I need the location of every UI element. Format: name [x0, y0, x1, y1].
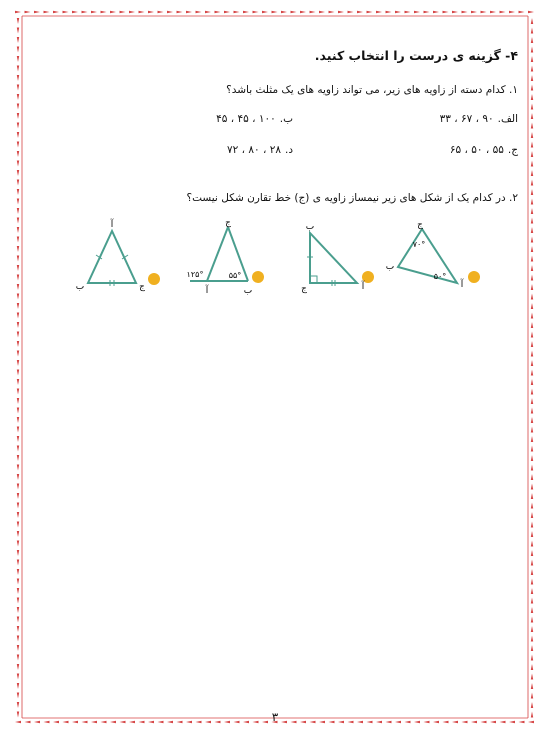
border-mark: [17, 303, 19, 309]
border-mark: [531, 484, 533, 490]
border-mark: [17, 218, 19, 224]
border-mark: [531, 379, 533, 385]
border-mark: [531, 246, 533, 252]
border-mark: [405, 11, 411, 13]
border-mark: [148, 11, 154, 13]
border-mark: [310, 11, 316, 13]
border-mark: [17, 132, 19, 138]
border-mark: [531, 465, 533, 471]
border-mark: [531, 360, 533, 366]
border-mark: [17, 436, 19, 442]
angle-label: ۱۲۵°: [186, 270, 204, 279]
border-mark: [53, 11, 59, 13]
question-2: ۲. در کدام یک از شکل های زیر نیمساز زاویه ی (ج) خط تقارن شکل نیست؟: [186, 192, 518, 204]
border-mark: [531, 617, 533, 623]
border-mark: [17, 569, 19, 575]
border-mark: [531, 693, 533, 699]
border-mark: [17, 227, 19, 233]
border-mark: [395, 11, 401, 13]
border-mark: [17, 607, 19, 613]
option-dal[interactable]: د.۲۸ ، ۸۰ ، ۷۲: [226, 144, 293, 156]
border-mark: [17, 484, 19, 490]
border-mark: [367, 11, 373, 13]
border-mark: [17, 474, 19, 480]
border-mark: [531, 493, 533, 499]
border-mark: [17, 617, 19, 623]
border-mark: [531, 550, 533, 556]
border-mark: [531, 189, 533, 195]
border-mark: [531, 132, 533, 138]
border-mark: [17, 189, 19, 195]
border-mark: [531, 598, 533, 604]
border-mark: [139, 11, 145, 13]
border-mark: [531, 75, 533, 81]
border-mark: [481, 11, 487, 13]
border-mark: [17, 512, 19, 518]
border-mark: [528, 721, 534, 723]
border-mark: [177, 11, 183, 13]
border-mark: [17, 541, 19, 547]
border-mark: [17, 683, 19, 689]
border-mark: [531, 683, 533, 689]
border-mark: [531, 712, 533, 718]
border-mark: [186, 11, 192, 13]
border-mark: [531, 474, 533, 480]
border-mark: [17, 522, 19, 528]
border-mark: [120, 11, 126, 13]
vertex-label: آ: [460, 280, 464, 290]
border-mark: [531, 531, 533, 537]
figure-option-1[interactable]: [386, 220, 480, 290]
border-mark: [424, 11, 430, 13]
border-mark: [531, 522, 533, 528]
border-mark: [531, 664, 533, 670]
border-mark: [17, 389, 19, 395]
border-mark: [531, 389, 533, 395]
border-mark: [17, 664, 19, 670]
border-mark: [531, 94, 533, 100]
border-mark: [205, 11, 211, 13]
border-mark: [452, 11, 458, 13]
border-mark: [531, 455, 533, 461]
sun-icon: [252, 271, 264, 283]
border-mark: [531, 37, 533, 43]
border-mark: [17, 370, 19, 376]
border-mark: [531, 199, 533, 205]
border-mark: [17, 170, 19, 176]
border-mark: [253, 11, 259, 13]
vertex-label: ب: [75, 282, 85, 292]
border-mark: [17, 294, 19, 300]
border-mark: [531, 702, 533, 708]
border-mark: [17, 465, 19, 471]
figure-option-4[interactable]: [76, 218, 160, 292]
border-mark: [531, 275, 533, 281]
border-mark: [531, 579, 533, 585]
border-mark: [531, 417, 533, 423]
vertex-label: ج: [139, 282, 145, 292]
vertex-label: ج: [417, 220, 423, 230]
border-mark: [531, 265, 533, 271]
border-mark: [531, 294, 533, 300]
border-mark: [531, 28, 533, 34]
border-mark: [17, 636, 19, 642]
border-mark: [528, 11, 534, 13]
border-mark: [531, 66, 533, 72]
border-mark: [17, 446, 19, 452]
border-mark: [443, 11, 449, 13]
border-mark: [17, 284, 19, 290]
border-mark: [17, 588, 19, 594]
border-mark: [531, 123, 533, 129]
option-be[interactable]: ب.۱۰۰ ، ۴۵ ، ۴۵: [216, 113, 293, 125]
border-mark: [490, 11, 496, 13]
border-mark: [519, 11, 525, 13]
border-mark: [17, 18, 19, 24]
border-mark: [531, 256, 533, 262]
border-mark: [531, 398, 533, 404]
border-mark: [462, 11, 468, 13]
border-mark: [17, 246, 19, 252]
border-mark: [17, 85, 19, 91]
border-mark: [82, 11, 88, 13]
border-mark: [17, 417, 19, 423]
border-mark: [243, 11, 249, 13]
border-mark: [272, 11, 278, 13]
border-mark: [17, 275, 19, 281]
sun-icon: [148, 273, 160, 285]
border-mark: [357, 11, 363, 13]
border-mark: [531, 351, 533, 357]
border-mark: [531, 569, 533, 575]
vertex-label: ب: [305, 222, 315, 232]
border-mark: [17, 341, 19, 347]
border-mark: [531, 303, 533, 309]
border-mark: [300, 11, 306, 13]
border-mark: [531, 284, 533, 290]
border-mark: [531, 427, 533, 433]
border-mark: [17, 503, 19, 509]
border-mark: [531, 208, 533, 214]
vertex-label: آ: [361, 282, 365, 292]
section-heading: ۴- گزینه ی درست را انتخاب کنید.: [314, 48, 518, 63]
triangle-shape: [88, 231, 136, 283]
border-mark: [531, 408, 533, 414]
border-mark: [17, 655, 19, 661]
border-mark: [319, 11, 325, 13]
border-mark: [17, 332, 19, 338]
border-mark: [531, 170, 533, 176]
border-mark: [15, 11, 21, 13]
border-mark: [531, 503, 533, 509]
option-jim[interactable]: ج.۵۵ ، ۵۰ ، ۶۵: [449, 144, 518, 156]
border-mark: [215, 11, 221, 13]
border-mark: [531, 446, 533, 452]
border-mark: [531, 636, 533, 642]
border-mark: [196, 11, 202, 13]
border-mark: [101, 11, 107, 13]
border-mark: [17, 113, 19, 119]
figure-option-3[interactable]: [187, 218, 264, 296]
border-mark: [17, 645, 19, 651]
border-mark: [531, 560, 533, 566]
border-mark: [44, 11, 50, 13]
border-mark: [531, 237, 533, 243]
border-mark: [17, 351, 19, 357]
border-mark: [531, 313, 533, 319]
border-mark: [91, 11, 97, 13]
angle-label: ۷۰°: [412, 240, 426, 249]
border-mark: [17, 598, 19, 604]
border-mark: [281, 11, 287, 13]
border-mark: [500, 11, 506, 13]
border-mark: [531, 322, 533, 328]
border-mark: [17, 322, 19, 328]
border-mark: [348, 11, 354, 13]
border-mark: [25, 11, 31, 13]
border-mark: [531, 161, 533, 167]
border-mark: [17, 626, 19, 632]
border-mark: [531, 541, 533, 547]
border-mark: [386, 11, 392, 13]
page-number: ۳: [271, 710, 279, 724]
border-mark: [531, 645, 533, 651]
border-mark: [531, 370, 533, 376]
border-mark: [17, 237, 19, 243]
border-mark: [531, 436, 533, 442]
border-mark: [17, 123, 19, 129]
border-mark: [531, 332, 533, 338]
border-mark: [17, 56, 19, 62]
border-mark: [17, 531, 19, 537]
border-mark: [17, 313, 19, 319]
border-mark: [531, 512, 533, 518]
border-mark: [167, 11, 173, 13]
border-mark: [531, 674, 533, 680]
border-mark: [129, 11, 135, 13]
vertex-label: ب: [385, 262, 395, 272]
border-mark: [414, 11, 420, 13]
vertex-label: آ: [205, 286, 209, 296]
vertex-label: ج: [225, 218, 231, 228]
border-mark: [234, 11, 240, 13]
border-mark: [17, 360, 19, 366]
option-alef[interactable]: الف.۹۰ ، ۶۷ ، ۳۳: [439, 113, 518, 125]
border-mark: [17, 28, 19, 34]
border-mark: [17, 265, 19, 271]
border-mark: [17, 75, 19, 81]
border-mark: [531, 47, 533, 53]
border-mark: [17, 208, 19, 214]
border-mark: [17, 702, 19, 708]
border-mark: [17, 427, 19, 433]
border-mark: [17, 180, 19, 186]
border-mark: [17, 712, 19, 718]
border-mark: [531, 341, 533, 347]
border-mark: [17, 151, 19, 157]
border-mark: [531, 151, 533, 157]
triangle-figures: [62, 217, 502, 317]
border-mark: [17, 256, 19, 262]
border-mark: [17, 398, 19, 404]
border-mark: [17, 560, 19, 566]
border-mark: [531, 588, 533, 594]
figure-option-2[interactable]: [301, 222, 374, 294]
border-mark: [15, 721, 21, 723]
border-mark: [531, 113, 533, 119]
border-mark: [531, 56, 533, 62]
border-mark: [376, 11, 382, 13]
border-mark: [531, 626, 533, 632]
border-mark: [158, 11, 164, 13]
border-mark: [17, 693, 19, 699]
border-mark: [110, 11, 116, 13]
border-mark: [17, 37, 19, 43]
border-mark: [224, 11, 230, 13]
vertex-label: ج: [301, 284, 307, 294]
angle-label: ۵۰°: [433, 272, 447, 281]
border-mark: [531, 655, 533, 661]
border-mark: [17, 493, 19, 499]
border-mark: [329, 11, 335, 13]
border-mark: [531, 227, 533, 233]
border-mark: [262, 11, 268, 13]
border-mark: [17, 408, 19, 414]
sun-icon: [468, 271, 480, 283]
border-mark: [17, 379, 19, 385]
border-mark: [17, 674, 19, 680]
border-mark: [17, 455, 19, 461]
border-mark: [72, 11, 78, 13]
border-mark: [17, 161, 19, 167]
border-mark: [34, 11, 40, 13]
border-mark: [17, 550, 19, 556]
border-mark: [338, 11, 344, 13]
border-mark: [63, 11, 69, 13]
border-mark: [17, 94, 19, 100]
border-mark: [471, 11, 477, 13]
border-mark: [17, 142, 19, 148]
border-mark: [17, 579, 19, 585]
border-mark: [433, 11, 439, 13]
border-mark: [531, 85, 533, 91]
triangle-shape: [398, 229, 457, 283]
worksheet-page: [22, 22, 528, 722]
border-mark: [17, 104, 19, 110]
border-mark: [291, 11, 297, 13]
border-mark: [531, 104, 533, 110]
border-mark: [531, 18, 533, 24]
border-mark: [509, 11, 515, 13]
border-mark: [531, 180, 533, 186]
border-mark: [17, 199, 19, 205]
border-mark: [531, 607, 533, 613]
vertex-label: آ: [110, 220, 114, 230]
border-mark: [531, 142, 533, 148]
border-mark: [17, 66, 19, 72]
border-mark: [17, 47, 19, 53]
question-1: ۱. کدام دسته از زاویه های زیر، می تواند زاویه های یک مثلث باشد؟: [226, 84, 518, 96]
border-mark: [531, 218, 533, 224]
vertex-label: ب: [243, 286, 253, 296]
angle-label: ۵۵°: [228, 271, 242, 280]
